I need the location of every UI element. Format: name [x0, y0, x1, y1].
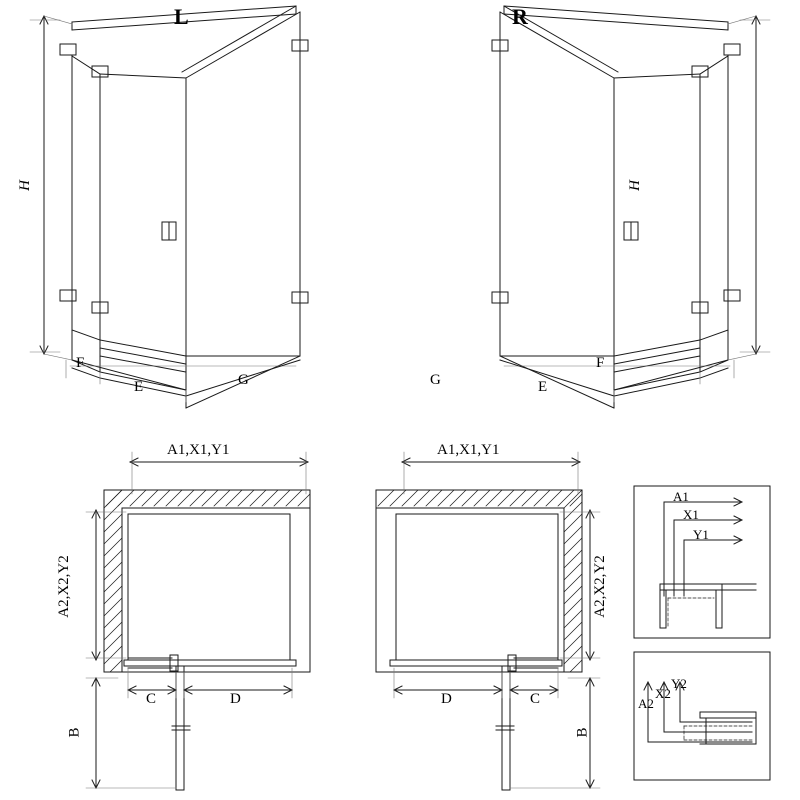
- plan-left-segment-c: C: [146, 691, 157, 707]
- plan-right-swing-b: B: [574, 727, 591, 738]
- plan-left-width-dim: A1,X1,Y1: [167, 442, 230, 458]
- panel-e-label-left: E: [134, 379, 144, 395]
- plan-left-segment-d: D: [230, 691, 241, 707]
- height-label-left: H: [16, 180, 33, 191]
- panel-g-label-left: G: [238, 372, 249, 388]
- view-label-right-handing: R: [512, 4, 528, 29]
- plan-left-swing-b: B: [66, 727, 83, 738]
- view-label-left-handing: L: [174, 4, 189, 29]
- plan-left-depth-dim: A2,X2,Y2: [55, 555, 72, 618]
- detail-y1-label: Y1: [693, 527, 709, 542]
- detail-x1-label: X1: [683, 507, 699, 522]
- detail-a1-label: A1: [673, 489, 689, 504]
- detail-x2-label: X2: [655, 686, 671, 701]
- detail-y2-label: Y2: [671, 676, 687, 691]
- panel-g-label-right: G: [430, 372, 441, 388]
- plan-right-width-dim: A1,X1,Y1: [437, 442, 500, 458]
- detail-a2-label: A2: [638, 696, 654, 711]
- panel-e-label-right: E: [538, 379, 548, 395]
- panel-f-label-left: F: [76, 355, 85, 371]
- plan-right-depth-dim: A2,X2,Y2: [591, 555, 608, 618]
- panel-f-label-right: F: [596, 355, 605, 371]
- height-label-right: H: [626, 180, 643, 191]
- plan-right-segment-c: C: [530, 691, 541, 707]
- plan-right-segment-d: D: [441, 691, 452, 707]
